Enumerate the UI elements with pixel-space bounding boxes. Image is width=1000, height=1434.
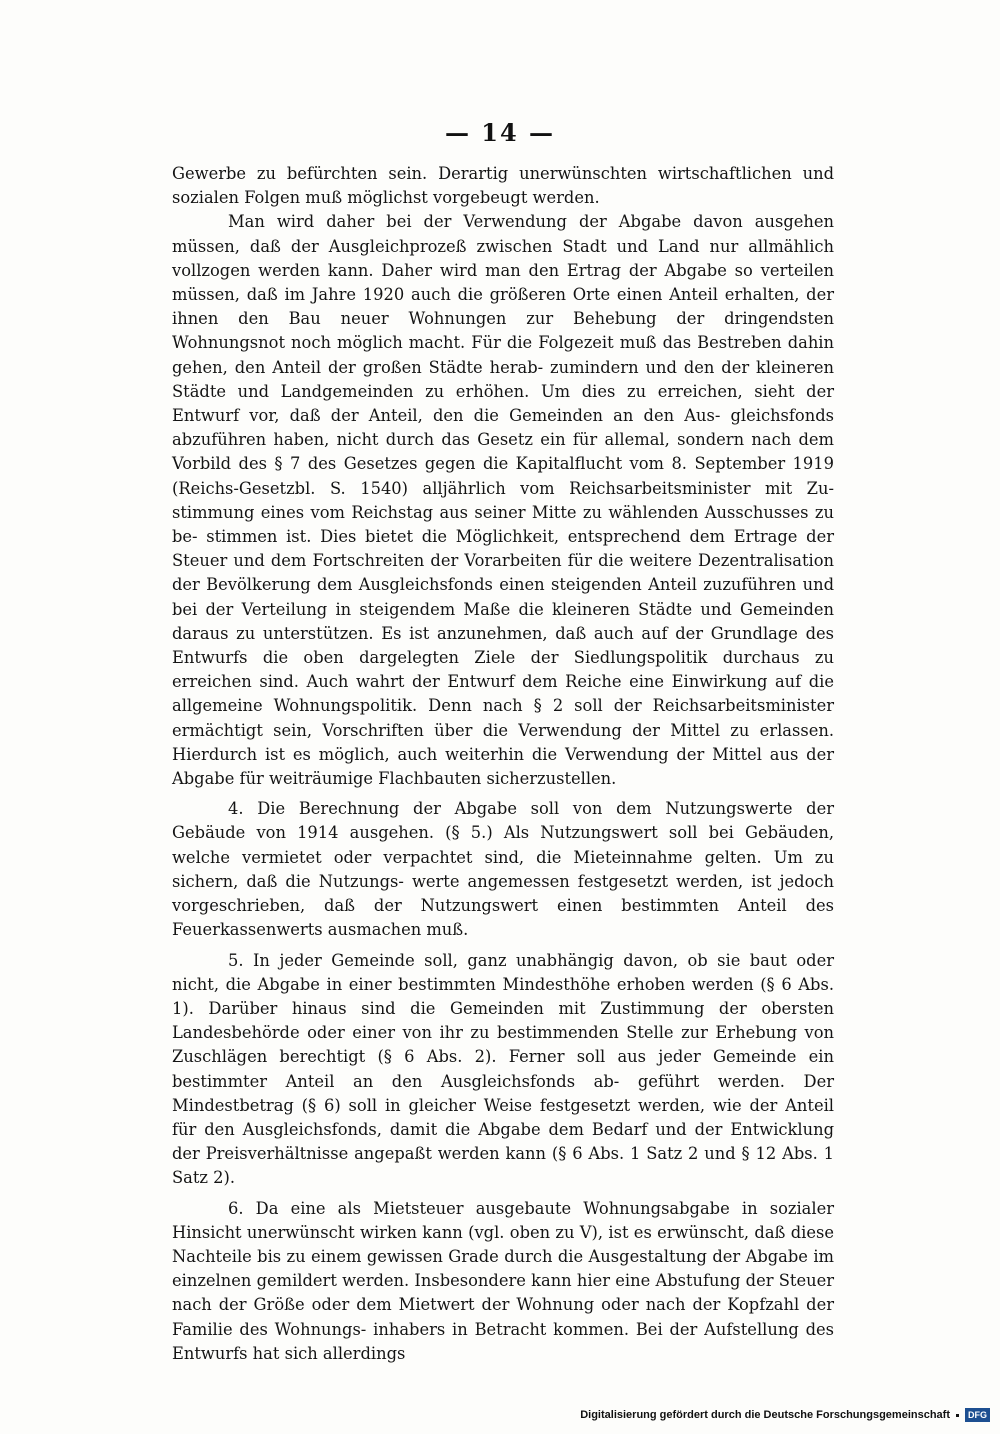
credit-text: Digitalisierung gefördert durch die Deutsche Forschungsgemeinschaft	[580, 1409, 950, 1421]
paragraph-continuation: Gewerbe zu befürchten sein. Derartig unerwünschten wirtschaftlichen und sozialen Folgen muß möglichst vorgebeugt werden.	[172, 164, 834, 208]
paragraph-allocation: Man wird daher bei der Verwendung der Abgabe davon ausgehen müssen, daß der Ausgleichprozeß zwischen Stadt und Land nur allmählich vollzogen werden kann. Daher wird man den Ertrag der Abgabe so verteilen müssen, daß im Jahre 1920 auch die größeren Orte einen Anteil erhalten, der ihnen den Bau neuer Wohnungen zur Behebung der dringendsten Wohnungsnot noch möglich macht. Für die Folgezeit muß das Bestreben dahin gehen, den Anteil der großen Städte herab- zumindern und den der kleineren Städte und Landgemeinden zu erhöhen. Um dies zu erreichen, sieht der Entwurf vor, daß der Anteil, den die Gemeinden an den Aus- gleichsfonds abzuführen haben, nicht durch das Gesetz ein für allemal, sondern nach dem Vorbild des § 7 des Gesetzes gegen die Kapitalflucht vom 8. September 1919 (Reichs-Gesetzbl. S. 1540) alljährlich vom Reichsarbeitsminister mit Zu- stimmung eines vom Reichstag aus seiner Mitte zu wählenden Ausschusses zu be- stimmen ist. Dies bietet die Möglichkeit, entsprechend dem Ertrage der Steuer und dem Fortschreiten der Vorarbeiten für die weitere Dezentralisation der Bevölkerung dem Ausgleichsfonds einen steigenden Anteil zuzuführen und bei der Verteilung in steigendem Maße die kleineren Städte und Gemeinden daraus zu unterstützen. Es ist anzunehmen, daß auch auf der Grundlage des Entwurfs die oben dargelegten Ziele der Siedlungspolitik durchaus zu erreichen sind. Auch wahrt der Entwurf dem Reiche eine Einwirkung auf die allgemeine Wohnungspolitik. Denn nach § 2 soll der Reichsarbeitsminister ermächtigt sein, Vorschriften über die Verwendung der Mittel zu erlassen. Hierdurch ist es möglich, auch weiterhin die Verwendung der Mittel aus der Abgabe für weiträumige Flachbauten sicherzustellen.	[172, 212, 834, 789]
dfg-logo: DFG	[965, 1408, 990, 1422]
page-number: — 14 —	[444, 118, 556, 147]
body-text	[172, 162, 834, 1366]
paragraph-point-6: 6. Da eine als Mietsteuer ausgebaute Wohnungsabgabe in sozialer Hinsicht unerwünscht wirken kann (vgl. oben zu V), ist es erwünscht, daß diese Nachteile bis zu einem gewissen Grade durch die Ausgestaltung der Abgabe im einzelnen gemildert werden. Insbesondere kann hier eine Abstufung der Steuer nach der Größe oder dem Mietwert der Wohnung oder nach der Kopfzahl der Familie des Wohnungs- inhabers in Betracht kommen. Bei der Aufstellung des Entwurfs hat sich allerdings	[172, 1198, 834, 1363]
separator-dot	[956, 1414, 959, 1417]
paragraph-point-5: 5. In jeder Gemeinde soll, ganz unabhängig davon, ob sie baut oder nicht, die Abgabe in einer bestimmten Mindesthöhe erhoben werden (§ 6 Abs. 1). Darüber hinaus sind die Gemeinden mit Zustimmung der obersten Landesbehörde oder einer von ihr zu bestimmenden Stelle zur Erhebung von Zuschlägen berechtigt (§ 6 Abs. 2). Ferner soll aus jeder Gemeinde ein bestimmter Anteil an den Ausgleichsfonds ab- geführt werden. Der Mindestbetrag (§ 6) soll in gleicher Weise festgesetzt werden, wie der Anteil für den Ausgleichsfonds, damit die Abgabe dem Bedarf und der Entwicklung der Preisverhältnisse angepaßt werden kann (§ 6 Abs. 1 Satz 2 und § 12 Abs. 1 Satz 2).	[172, 950, 834, 1188]
paragraph-point-4: 4. Die Berechnung der Abgabe soll von dem Nutzungswerte der Gebäude von 1914 ausgehen. (§ 5.) Als Nutzungswert soll bei Gebäuden, welche vermietet oder verpachtet sind, die Mieteinnahme gelten. Um zu sichern, daß die Nutzungs- werte angemessen festgesetzt werden, ist jedoch vorgeschrieben, daß der Nutzungswert einen bestimmten Anteil des Feuerkassenwerts ausmachen muß.	[172, 799, 834, 940]
digitization-credit	[580, 1408, 990, 1422]
